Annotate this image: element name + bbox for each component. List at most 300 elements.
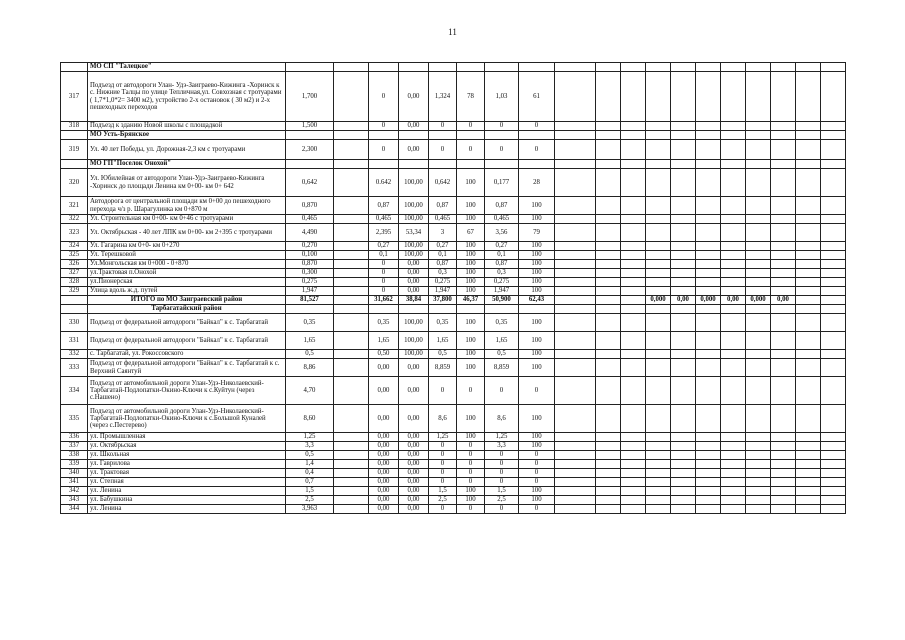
empty-cell [821,251,846,260]
table-row [61,269,846,278]
value-cell [555,197,596,215]
table-row [61,278,846,287]
value-cell: 0,5 [485,350,519,359]
value-cell: 0,1 [485,251,519,260]
empty-cell [696,215,721,224]
value-cell: 0,00 [369,433,399,442]
value-cell: 61 [519,72,555,122]
road-name: ул.Трактовая п.Онохой [88,269,286,278]
value-cell: 0,00 [399,278,429,287]
empty-cell [555,160,596,169]
row-number: 319 [61,140,88,160]
value-cell: 0,50 [369,350,399,359]
value-cell: 0,00 [399,460,429,469]
empty-cell [721,197,746,215]
extra-value-cell: 0,000 [646,296,671,305]
value-cell [621,350,646,359]
value-cell [596,140,621,160]
empty-cell [821,287,846,296]
value-cell [621,278,646,287]
empty-cell [334,305,369,314]
empty-cell [646,314,671,332]
value-cell: 81,527 [286,296,334,305]
value-cell [621,169,646,197]
empty-cell [671,314,696,332]
value-cell: 0,00 [369,442,399,451]
value-cell: 0,00 [399,505,429,514]
empty-cell [696,305,721,314]
empty-cell [796,140,821,160]
empty-cell [746,359,771,377]
empty-cell [821,505,846,514]
empty-cell [771,260,796,269]
empty-cell [519,131,555,140]
empty-cell [771,433,796,442]
value-cell: 3 [429,224,457,242]
empty-cell [721,72,746,122]
empty-cell [821,63,846,72]
empty-cell [519,63,555,72]
empty-cell [821,405,846,433]
empty-cell [746,350,771,359]
section-row [61,160,846,169]
empty-cell [596,63,621,72]
value-cell: 0,35 [369,314,399,332]
empty-cell [796,122,821,131]
value-cell: 0,00 [369,478,399,487]
value-cell: 0,87 [429,197,457,215]
value-cell: 0 [485,460,519,469]
empty-cell [646,242,671,251]
empty-cell [696,433,721,442]
empty-cell [721,442,746,451]
extra-value-cell: 0,000 [746,296,771,305]
value-cell: 100 [457,169,485,197]
empty-cell [746,160,771,169]
value-cell [596,442,621,451]
value-cell: 0 [519,469,555,478]
empty-cell [721,260,746,269]
table-row [61,72,846,122]
empty-cell [696,278,721,287]
value-cell: 100 [519,433,555,442]
road-name: Подъезд от автодороги Улан- Удэ-Заиграево-Кижинга -Хоринск к с. Нижние Талцы по улице Тепличная,ул. Совхозная с тротуарами ( 1,7*1,0*2= 3400 м2), устройство 2-х остановок ( 30 м2) и 2-х пешеходных переходов [88,72,286,122]
value-cell [596,197,621,215]
value-cell: 1,65 [369,332,399,350]
value-cell [621,251,646,260]
value-cell: 0,00 [369,505,399,514]
empty-cell [671,160,696,169]
empty-cell [334,160,369,169]
value-cell [334,478,369,487]
value-cell: 0,00 [399,442,429,451]
value-cell: 1,65 [286,332,334,350]
value-cell: 100 [457,405,485,433]
empty-cell [821,496,846,505]
empty-cell [369,160,399,169]
value-cell [596,278,621,287]
empty-cell [721,314,746,332]
row-number: 335 [61,405,88,433]
value-cell [621,487,646,496]
value-cell: 0 [429,140,457,160]
empty-cell [671,122,696,131]
empty-cell [671,496,696,505]
empty-cell [796,287,821,296]
value-cell: 3,3 [485,442,519,451]
empty-cell [821,332,846,350]
value-cell: 2,395 [369,224,399,242]
value-cell: 100 [457,350,485,359]
table-row [61,140,846,160]
value-cell [621,197,646,215]
table-row [61,260,846,269]
empty-cell [796,251,821,260]
value-cell [555,287,596,296]
value-cell [555,251,596,260]
row-number: 329 [61,287,88,296]
value-cell: 100 [457,487,485,496]
value-cell: 1,324 [429,72,457,122]
empty-cell [821,197,846,215]
value-cell [555,224,596,242]
row-number-cell [61,63,88,72]
empty-cell [671,377,696,405]
value-cell: 0,35 [429,314,457,332]
empty-cell [671,359,696,377]
value-cell [334,224,369,242]
value-cell: 1,700 [286,72,334,122]
value-cell: 0,00 [399,469,429,478]
row-number: 331 [61,332,88,350]
empty-cell [796,359,821,377]
value-cell [555,496,596,505]
value-cell: 0,00 [369,469,399,478]
empty-cell [429,305,457,314]
empty-cell [796,478,821,487]
row-number: 341 [61,478,88,487]
empty-cell [457,63,485,72]
empty-cell [696,359,721,377]
value-cell: 2,5 [485,496,519,505]
value-cell: 0 [457,505,485,514]
road-name: ул. Школьная [88,451,286,460]
value-cell: 3,963 [286,505,334,514]
empty-cell [646,287,671,296]
road-name: Подъезд от федеральной автодороги "Байкал" к с. Тарбагатай [88,314,286,332]
value-cell: 0 [429,442,457,451]
empty-cell [771,251,796,260]
value-cell [621,460,646,469]
empty-cell [485,305,519,314]
value-cell: 0,00 [399,287,429,296]
empty-cell [746,332,771,350]
row-number: 342 [61,487,88,496]
value-cell: 0 [519,451,555,460]
value-cell: 0,275 [485,278,519,287]
empty-cell [646,505,671,514]
road-name: с. Тарбагатай, ул. Рокоссовского [88,350,286,359]
road-name: Улица вдоль ж.д. путей [88,287,286,296]
empty-cell [721,460,746,469]
value-cell: 0,177 [485,169,519,197]
empty-cell [746,215,771,224]
empty-cell [746,469,771,478]
value-cell: 1,5 [286,487,334,496]
empty-cell [821,350,846,359]
empty-cell [671,460,696,469]
value-cell: 0,00 [399,72,429,122]
value-cell [334,72,369,122]
extra-value-cell: 0,00 [771,296,796,305]
empty-cell [721,224,746,242]
value-cell: 100 [457,332,485,350]
value-cell: 100 [519,442,555,451]
table-row [61,460,846,469]
empty-cell [369,131,399,140]
empty-cell [821,278,846,287]
empty-cell [399,63,429,72]
value-cell [334,287,369,296]
value-cell: 0,27 [369,242,399,251]
table-row [61,251,846,260]
empty-cell [696,131,721,140]
value-cell: 0 [369,260,399,269]
value-cell [621,287,646,296]
table-row [61,287,846,296]
empty-cell [646,72,671,122]
value-cell [596,224,621,242]
value-cell [596,377,621,405]
empty-cell [721,215,746,224]
value-cell: 0,00 [369,496,399,505]
extra-value-cell: 0,00 [671,296,696,305]
empty-cell [555,305,596,314]
row-number: 321 [61,197,88,215]
row-number: 332 [61,350,88,359]
road-name: Ул. Гагарина км 0+0- км 0+270 [88,242,286,251]
value-cell: 0 [519,505,555,514]
value-cell: 100,00 [399,350,429,359]
value-cell [334,314,369,332]
value-cell: 0,5 [429,350,457,359]
empty-cell [696,63,721,72]
empty-cell [771,478,796,487]
empty-cell [771,451,796,460]
value-cell [555,140,596,160]
value-cell [596,332,621,350]
value-cell: 0 [457,140,485,160]
empty-cell [429,63,457,72]
empty-cell [671,242,696,251]
value-cell: 46,37 [457,296,485,305]
empty-cell [821,131,846,140]
empty-cell [696,405,721,433]
value-cell: 0,270 [286,242,334,251]
empty-cell [671,224,696,242]
empty-cell [746,460,771,469]
empty-cell [771,496,796,505]
value-cell: 38,84 [399,296,429,305]
value-cell [555,260,596,269]
empty-cell [771,350,796,359]
row-number: 324 [61,242,88,251]
value-cell: 8,6 [429,405,457,433]
value-cell: 0,465 [286,215,334,224]
value-cell [334,487,369,496]
empty-cell [696,287,721,296]
value-cell: 100 [519,487,555,496]
value-cell: 1,65 [429,332,457,350]
value-cell [621,224,646,242]
value-cell: 0 [519,377,555,405]
empty-cell [286,63,334,72]
value-cell [596,451,621,460]
road-name: Подъезд от автомобильной дороги Улан-Удэ-Николаевский-Тарбагатай-Подлопатки-Окино-Ключи к с.Большой Куналей (через с.Пестерево) [88,405,286,433]
value-cell: 0,275 [429,278,457,287]
value-cell: 0 [457,122,485,131]
value-cell [621,215,646,224]
value-cell [555,215,596,224]
row-number: 320 [61,169,88,197]
empty-cell [771,305,796,314]
empty-cell [646,332,671,350]
value-cell: 0,00 [369,377,399,405]
empty-cell [721,278,746,287]
empty-cell [796,215,821,224]
value-cell: 0,465 [485,215,519,224]
empty-cell [671,405,696,433]
empty-cell [771,487,796,496]
value-cell: 0 [429,377,457,405]
empty-cell [696,224,721,242]
empty-cell [771,160,796,169]
value-cell [334,442,369,451]
value-cell [621,314,646,332]
empty-cell [721,251,746,260]
empty-cell [721,131,746,140]
value-cell [334,296,369,305]
value-cell: 0,35 [485,314,519,332]
empty-cell [721,496,746,505]
value-cell: 100 [519,251,555,260]
value-cell [596,251,621,260]
empty-cell [746,63,771,72]
value-cell: 100,00 [399,332,429,350]
row-number: 344 [61,505,88,514]
empty-cell [746,251,771,260]
empty-cell [286,160,334,169]
road-name: Подъезд от федеральной автодороги "Байкал" к с. Тарбагатай к с. Верхний Саянтуй [88,359,286,377]
empty-cell [696,377,721,405]
empty-cell [821,260,846,269]
value-cell [621,242,646,251]
row-number: 338 [61,451,88,460]
road-name: Ул.Монгольская км 0+000 - 0+870 [88,260,286,269]
empty-cell [746,224,771,242]
empty-cell [646,487,671,496]
empty-cell [671,169,696,197]
table-row [61,478,846,487]
empty-cell [796,197,821,215]
road-name: ИТОГО по МО Заиграевский район [88,296,286,305]
value-cell [596,460,621,469]
table-row [61,405,846,433]
value-cell [555,350,596,359]
value-cell [621,496,646,505]
road-name: Ул. Терешковой [88,251,286,260]
value-cell [621,260,646,269]
value-cell: 0,3 [485,269,519,278]
value-cell: 1,25 [485,433,519,442]
value-cell: 0 [457,377,485,405]
empty-cell [796,131,821,140]
empty-cell [671,451,696,460]
value-cell [555,72,596,122]
value-cell: 100 [519,350,555,359]
value-cell: 53,34 [399,224,429,242]
value-cell: 1,65 [485,332,519,350]
empty-cell [771,332,796,350]
empty-cell [721,305,746,314]
road-name: Подъезд к зданию Новой школы с площадкой [88,122,286,131]
value-cell [334,433,369,442]
value-cell: 0,00 [369,487,399,496]
section-title: МО СП "Талецкое" [88,63,286,72]
value-cell [555,433,596,442]
empty-cell [821,451,846,460]
empty-cell [771,131,796,140]
empty-cell [646,224,671,242]
value-cell: 100 [519,314,555,332]
value-cell: 0,00 [399,487,429,496]
empty-cell [671,505,696,514]
empty-cell [721,350,746,359]
empty-cell [646,469,671,478]
value-cell: 0,5 [286,451,334,460]
empty-cell [746,287,771,296]
value-cell [555,451,596,460]
row-number-cell [61,305,88,314]
empty-cell [646,197,671,215]
road-name: ул. Бабушкина [88,496,286,505]
value-cell: 4,70 [286,377,334,405]
empty-cell [821,160,846,169]
row-number [61,296,88,305]
roads-table [60,62,846,514]
empty-cell [555,131,596,140]
empty-cell [796,377,821,405]
value-cell [596,242,621,251]
empty-cell [796,160,821,169]
value-cell: 0 [429,460,457,469]
value-cell [555,169,596,197]
empty-cell [771,140,796,160]
empty-cell [821,314,846,332]
empty-cell [771,215,796,224]
empty-cell [671,278,696,287]
road-name: Ул. Строительная км 0+00- км 0+46 с тротуарами [88,215,286,224]
empty-cell [399,305,429,314]
value-cell: 0,00 [399,140,429,160]
row-number: 323 [61,224,88,242]
section-title: Тарбагатайский район [88,305,286,314]
value-cell: 0 [429,478,457,487]
value-cell: 0,1 [369,251,399,260]
empty-cell [721,287,746,296]
empty-cell [796,278,821,287]
value-cell: 4,490 [286,224,334,242]
